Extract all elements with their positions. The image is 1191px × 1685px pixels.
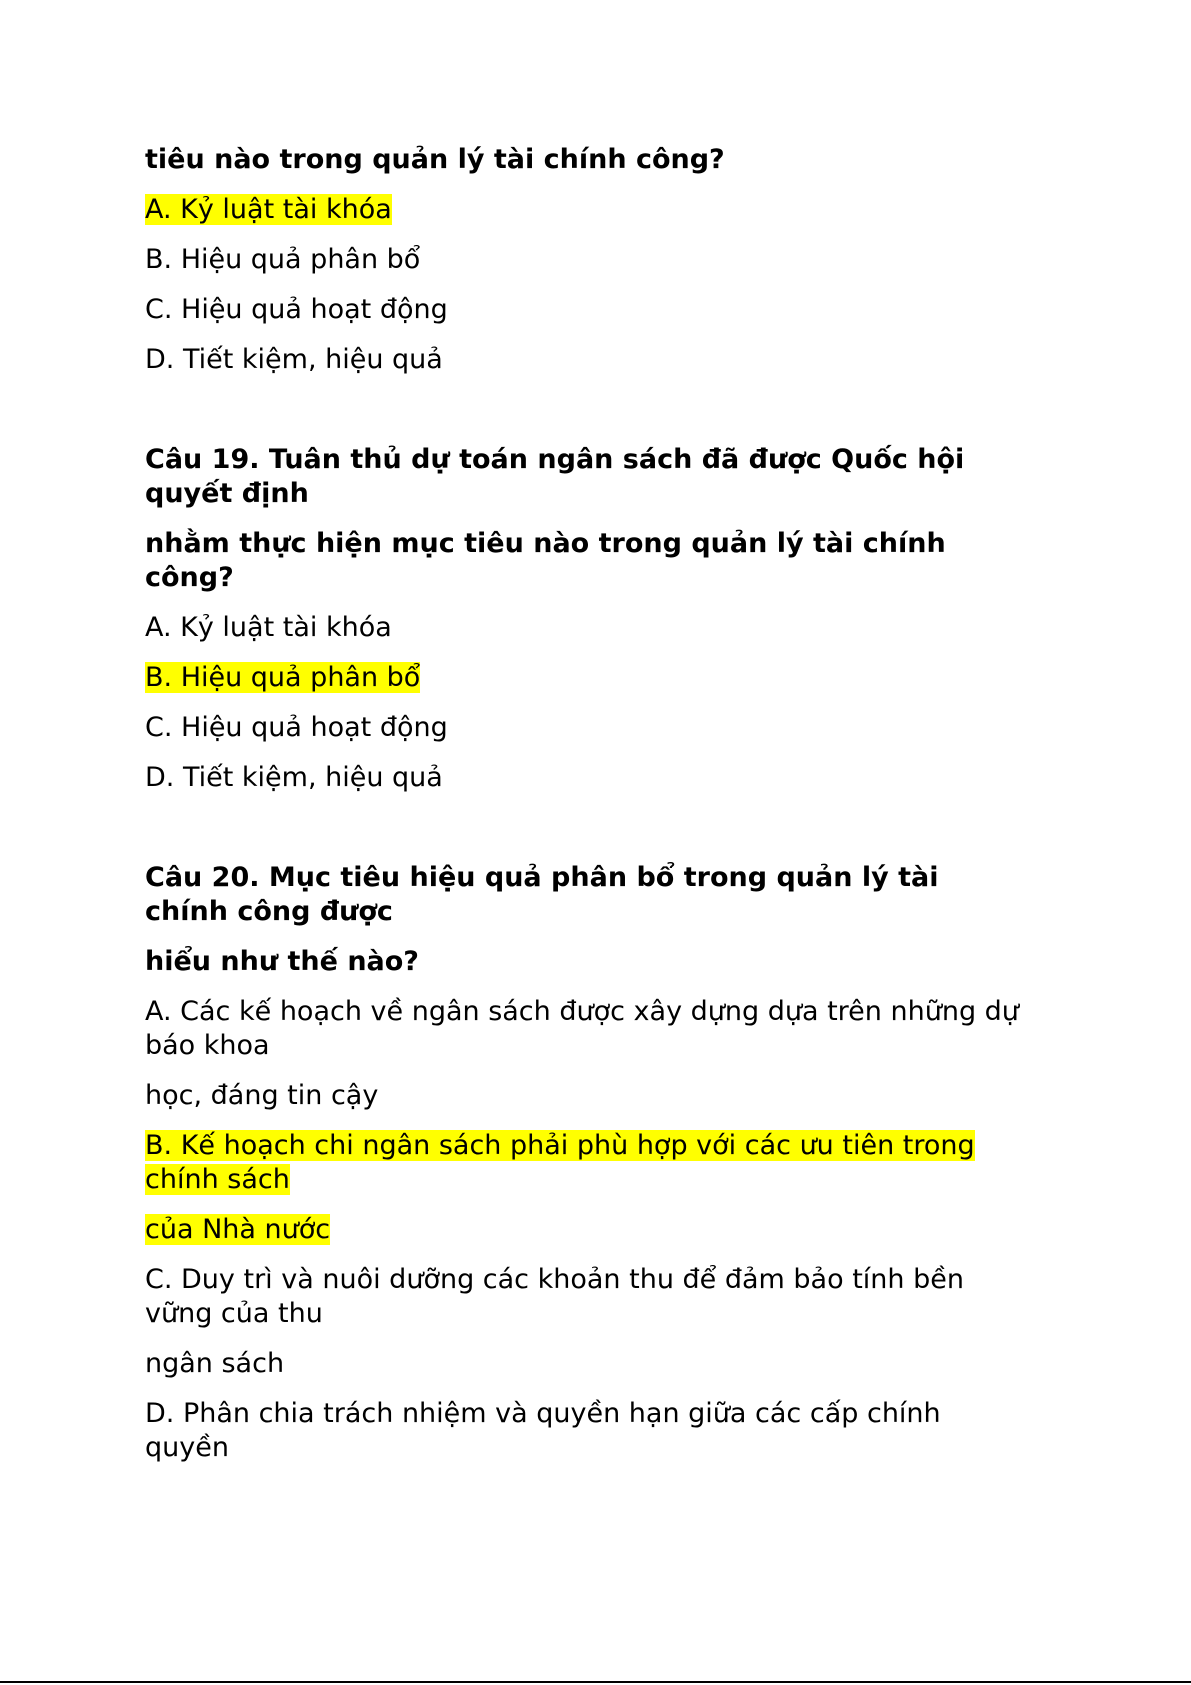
q18-question-tail: tiêu nào trong quản lý tài chính công? (145, 144, 725, 175)
q18-option-a-highlight: A. Kỷ luật tài khóa (145, 194, 392, 225)
q19-question-line-2: nhằm thực hiện mục tiêu nào trong quản lý tài chính công? (145, 528, 946, 593)
q20-question-line-1: Câu 20. Mục tiêu hiệu quả phân bổ trong quản lý tài chính công được (145, 862, 939, 927)
document-page (145, 143, 1025, 1465)
q20-option-a-line-1: A. Các kế hoạch về ngân sách được xây dựng dựa trên những dự báo khoa (145, 996, 1019, 1061)
q18-option-a (145, 193, 1025, 227)
q20-option-c-line-2: ngân sách (145, 1348, 285, 1379)
q19-option-a: A. Kỷ luật tài khóa (145, 612, 392, 643)
q20-option-a-line-2: học, đáng tin cậy (145, 1080, 379, 1111)
q19-option-c: C. Hiệu quả hoạt động (145, 712, 448, 743)
q20-option-b-line-2-highlight: của Nhà nước (145, 1214, 331, 1245)
q20-option-b-line-1-highlight: B. Kế hoạch chi ngân sách phải phù hợp với các ưu tiên trong chính sách (145, 1130, 975, 1195)
q20-question-line-2: hiểu như thế nào? (145, 946, 419, 977)
q20-option-c-line-1: C. Duy trì và nuôi dưỡng các khoản thu để đảm bảo tính bền vững của thu (145, 1264, 964, 1329)
q18-option-c: C. Hiệu quả hoạt động (145, 294, 448, 325)
q20-option-b-line-1 (145, 1129, 1025, 1197)
q19-option-d: D. Tiết kiệm, hiệu quả (145, 762, 443, 793)
q19-option-b (145, 661, 1025, 695)
q19-question-line-1: Câu 19. Tuân thủ dự toán ngân sách đã được Quốc hội quyết định (145, 444, 965, 509)
q20-option-b-line-2 (145, 1213, 1025, 1247)
q19-option-b-highlight: B. Hiệu quả phân bổ (145, 662, 421, 693)
q20-option-d-line-1: D. Phân chia trách nhiệm và quyền hạn giữa các cấp chính quyền (145, 1398, 941, 1463)
q18-option-b: B. Hiệu quả phân bổ (145, 244, 421, 275)
q18-option-d: D. Tiết kiệm, hiệu quả (145, 344, 443, 375)
page-bottom-rule (0, 1681, 1191, 1683)
